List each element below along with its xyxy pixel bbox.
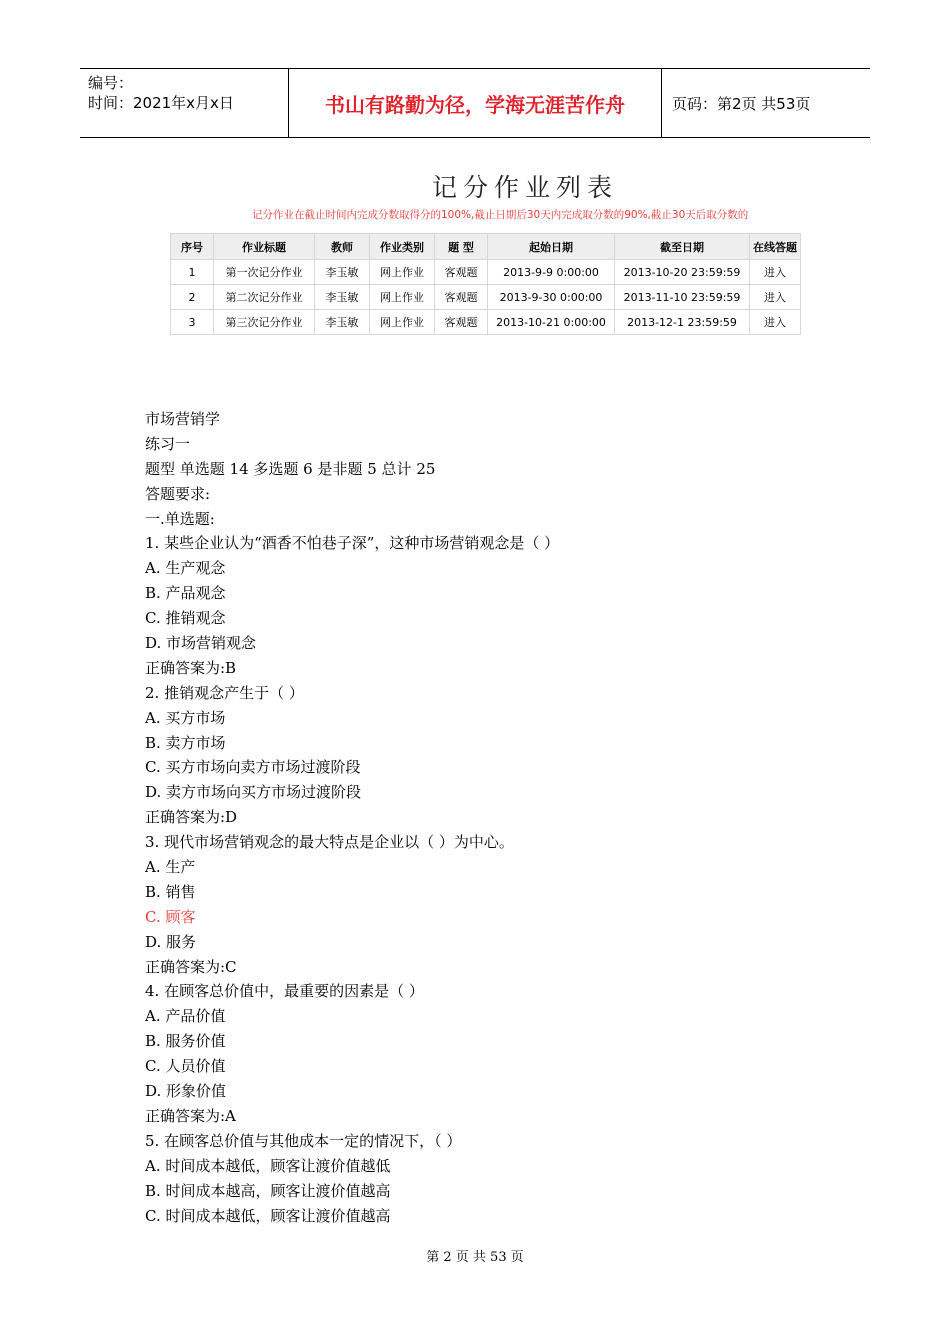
text-line: A. 生产 [145, 858, 196, 877]
enter-link[interactable]: 进入 [750, 285, 801, 310]
time-label: 时间：2021年x月x日 [88, 94, 234, 112]
text-line: A. 生产观念 [145, 559, 226, 578]
text-line: 正确答案为:B [145, 658, 237, 677]
homework-title: 记分作业列表 [431, 173, 618, 202]
table-cell: 3 [171, 310, 214, 335]
text-line: 5. 在顾客总价值与其他成本一定的情况下，（ ） [145, 1131, 462, 1150]
table-cell: 2013-10-21 0:00:00 [488, 310, 615, 335]
exercise-content [145, 407, 845, 1228]
table-cell: 网上作业 [370, 310, 435, 335]
page-code: 页码：第2页 共53页 [672, 94, 811, 113]
text-line: 正确答案为:C [145, 957, 237, 976]
document-header [80, 68, 870, 138]
text-line: D. 卖方市场向买方市场过渡阶段 [145, 783, 362, 802]
table-cell: 2013-11-10 23:59:59 [615, 285, 750, 310]
text-line: 1. 某些企业认为“酒香不怕巷子深”，这种市场营销观念是（ ） [145, 534, 560, 553]
column-header: 在线答题 [750, 234, 801, 260]
text-line: A. 买方市场 [145, 708, 226, 727]
text-line: C. 推销观念 [145, 609, 226, 628]
motto: 书山有路勤为径，学海无涯苦作舟 [289, 69, 662, 137]
column-header: 作业标题 [214, 234, 315, 260]
text-line: B. 产品观念 [145, 584, 226, 603]
text-line: A. 时间成本越低，顾客让渡价值越低 [145, 1156, 391, 1175]
table-cell: 李玉敏 [315, 310, 370, 335]
table-cell: 客观题 [435, 285, 488, 310]
text-line: 4. 在顾客总价值中，最重要的因素是（ ） [145, 982, 424, 1001]
text-line: 练习一 [145, 434, 191, 453]
table-cell: 第二次记分作业 [214, 285, 315, 310]
table-row [171, 260, 801, 285]
text-line: 正确答案为:A [145, 1106, 236, 1125]
text-line: 一.单选题: [145, 509, 215, 528]
text-line: B. 销售 [145, 882, 196, 901]
enter-link[interactable]: 进入 [750, 260, 801, 285]
table-row [171, 310, 801, 335]
text-line: A. 产品价值 [145, 1007, 226, 1026]
text-line: 正确答案为:D [145, 808, 238, 827]
table-header-row [171, 234, 801, 260]
table-row [171, 285, 801, 310]
text-line: 2. 推销观念产生于（ ） [145, 683, 304, 702]
table-cell: 李玉敏 [315, 285, 370, 310]
text-line: 3. 现代市场营销观念的最大特点是企业以（ ）为中心。 [145, 833, 514, 852]
column-header: 起始日期 [488, 234, 615, 260]
table-cell: 网上作业 [370, 260, 435, 285]
text-line: C. 买方市场向卖方市场过渡阶段 [145, 758, 361, 777]
text-line: B. 服务价值 [145, 1032, 226, 1051]
table-cell: 客观题 [435, 260, 488, 285]
number-label: 编号： [88, 74, 134, 92]
column-header: 作业类别 [370, 234, 435, 260]
table-cell: 2013-9-9 0:00:00 [488, 260, 615, 285]
table-cell: 李玉敏 [315, 260, 370, 285]
column-header: 截至日期 [615, 234, 750, 260]
text-line: 市场营销学 [145, 410, 221, 428]
text-line: C. 顾客 [145, 907, 196, 926]
table-cell: 客观题 [435, 310, 488, 335]
enter-link[interactable]: 进入 [750, 310, 801, 335]
column-header: 序号 [171, 234, 214, 260]
table-cell: 第三次记分作业 [214, 310, 315, 335]
text-line: 答题要求: [145, 484, 211, 503]
table-cell: 2 [171, 285, 214, 310]
table-cell: 第一次记分作业 [214, 260, 315, 285]
text-line: C. 时间成本越低，顾客让渡价值越高 [145, 1206, 391, 1225]
text-line: D. 服务 [145, 932, 197, 951]
table-cell: 2013-9-30 0:00:00 [488, 285, 615, 310]
page-footer: 第 2 页 共 53 页 [426, 1250, 524, 1265]
table-cell: 1 [171, 260, 214, 285]
header-info [80, 69, 289, 137]
text-line: B. 时间成本越高，顾客让渡价值越高 [145, 1181, 391, 1200]
text-line: 题型 单选题 14 多选题 6 是非题 5 总计 25 [145, 459, 436, 478]
table-cell: 2013-12-1 23:59:59 [615, 310, 750, 335]
text-line: B. 卖方市场 [145, 733, 226, 752]
homework-table [170, 233, 801, 335]
table-cell: 2013-10-20 23:59:59 [615, 260, 750, 285]
column-header: 教师 [315, 234, 370, 260]
text-line: D. 形象价值 [145, 1082, 227, 1101]
column-header: 题 型 [435, 234, 488, 260]
table-cell: 网上作业 [370, 285, 435, 310]
text-line: C. 人员价值 [145, 1057, 226, 1076]
text-line: D. 市场营销观念 [145, 634, 257, 653]
homework-note: 记分作业在截止时间内完成分数取得分的100%,截止日期后30天内完成取分数的90%,截止30天后取分数的 [252, 209, 749, 221]
